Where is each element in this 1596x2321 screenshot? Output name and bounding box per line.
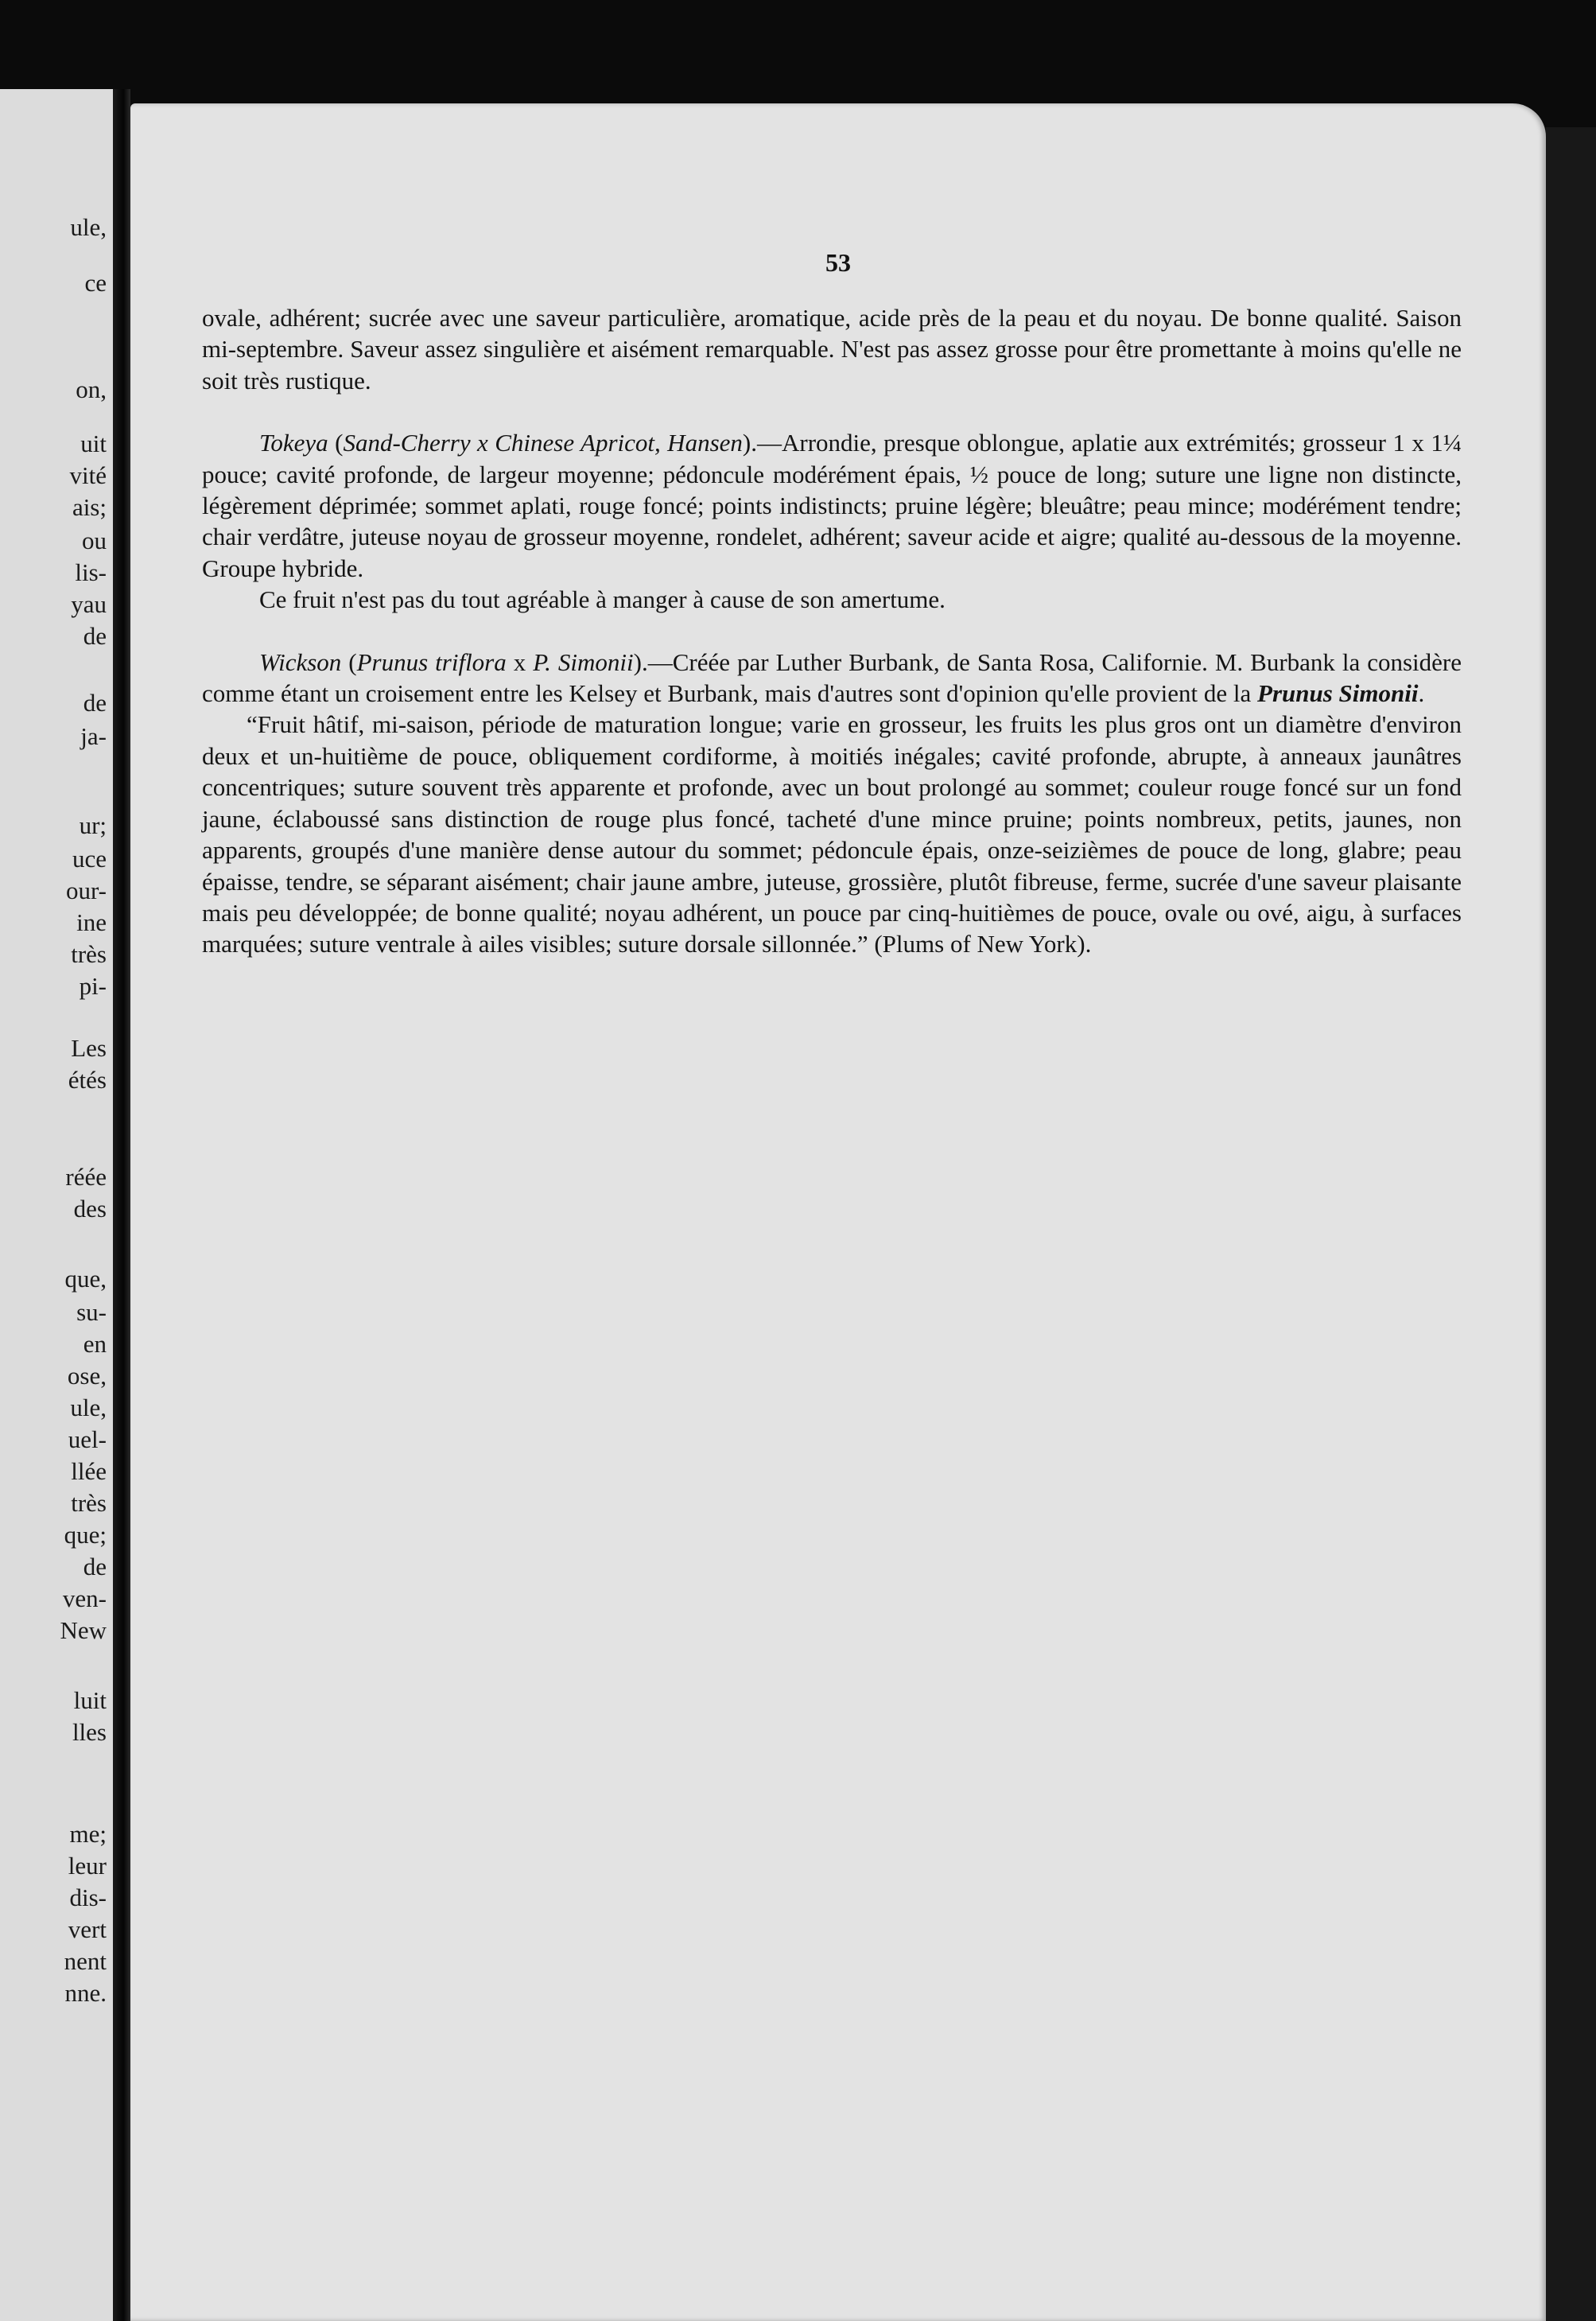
previous-page-fragment: llée xyxy=(71,1457,107,1485)
previous-page-fragment: pi- xyxy=(79,972,107,1000)
previous-page-fragment: vité xyxy=(69,461,107,489)
previous-page-fragment: lis- xyxy=(75,558,107,586)
previous-page-fragment: on, xyxy=(76,375,107,403)
variety-description: Arrondie, presque oblongue, aplatie aux extrémités; grosseur 1 x 1¼ pouce; cavité profonde, de largeur moyenne; pédoncule modérément épais, ½ pouce de long; suture une ligne non distincte, légèrement déprimée; sommet aplati, rouge foncé; points indistincts; pruine légère; bleuâtre; peau mince; modérément tendre; chair verdâtre, juteuse noyau de grosseur moyenne, rondelet, adhérent; saveur acide et aigre; qualité au-dessous de la moyenne. Groupe hybride. xyxy=(202,429,1462,582)
sentence-end: . xyxy=(1418,679,1425,708)
variety-cross-b: P. Simonii xyxy=(533,647,634,676)
variety-cross: Sand-Cherry x Chinese Apricot, Hansen xyxy=(343,429,743,457)
previous-page-fragment: de xyxy=(83,1553,107,1580)
previous-page-fragment: que, xyxy=(64,1265,107,1293)
previous-page-fragment: très xyxy=(71,940,107,968)
previous-page-fragment: ur; xyxy=(79,811,107,839)
previous-page-fragment: su- xyxy=(76,1298,107,1326)
paragraph-continuation: ovale, adhérent; sucrée avec une saveur particulière, aromatique, acide près de la peau et du noyau. De bonne qualité. Saison mi-septembre. Saveur assez singulière et aisément remarquable. N'est pas assez grosse pour être promettante à moins qu'elle ne soit très rustique. xyxy=(202,304,1462,395)
previous-page-fragment: ja- xyxy=(80,722,107,750)
previous-page-fragment: ce xyxy=(84,269,107,297)
paren-close: ).— xyxy=(742,429,782,457)
previous-page-fragment: des xyxy=(73,1195,107,1223)
previous-page-fragment: ule, xyxy=(70,1394,107,1421)
variety-cross-a: Prunus triflora xyxy=(356,647,507,676)
previous-page-fragment: nent xyxy=(64,1947,107,1975)
previous-page xyxy=(0,89,113,2321)
previous-page-fragment: uel- xyxy=(68,1425,107,1453)
previous-page-fragment: ven- xyxy=(62,1584,107,1612)
paragraph-quote: “Fruit hâtif, mi-saison, période de maturation longue; varie en grosseur, les fruits les plus gros ont un diamètre d'environ deux et un-huitième de pouce, obliquement cordiforme, à moitiés inégales; cavité profonde, abrupte, à anneaux jaunâtres concentriques; suture souvent très apparente et profonde, avec un bout prolongé au sommet; couleur rouge foncé sur un fond jaune, éclaboussé sans distinction de rouge plus foncé, tacheté d'une mince pruine; points nombreux, petits, jaunes, non apparents, groupés d'une manière dense autour du sommet; pédoncule épais, onze-seizièmes de pouce de long, glabre; peau épaisse, tendre, se séparant aisément; chair jaune ambre, juteuse, grossière, plutôt fibreuse, ferme, sucrée d'une saveur plaisante mais peu développée; de bonne qualité; noyau adhérent, un pouce par cinq-huitièmes de pouce, ovale ou ové, aigu, à surfaces marquées; suture ventrale à ailes visibles; suture dorsale sillonnée.” (Plums of New York). xyxy=(202,710,1462,958)
previous-page-fragment: ine xyxy=(76,908,107,936)
previous-page-fragment: ule, xyxy=(70,213,107,241)
paragraph-wickson xyxy=(202,647,1462,710)
page-body xyxy=(202,302,1462,960)
background-edge xyxy=(1546,127,1596,2321)
previous-page-fragment: Les xyxy=(71,1034,107,1062)
previous-page-fragment: New xyxy=(60,1616,107,1644)
page-number: 53 xyxy=(825,248,851,277)
previous-page-fragment: dis- xyxy=(69,1884,107,1911)
previous-page-fragment: de xyxy=(83,622,107,650)
previous-page-fragment: vert xyxy=(68,1915,107,1943)
cross-sign: x xyxy=(506,647,534,676)
previous-page-fragment: uit xyxy=(80,430,107,457)
previous-page-fragment: étés xyxy=(68,1066,107,1094)
previous-page-fragment: uce xyxy=(72,845,107,873)
previous-page-fragment: luit xyxy=(73,1686,107,1714)
previous-page-fragment: ou xyxy=(82,527,107,554)
paragraph-tokeya xyxy=(202,427,1462,584)
paragraph-bitterness-note: Ce fruit n'est pas du tout agréable à manger à cause de son amertume. xyxy=(259,585,946,614)
previous-page-fragment: en xyxy=(83,1330,107,1358)
previous-page-fragment: ais; xyxy=(72,493,107,521)
previous-page-fragment: ose, xyxy=(67,1362,107,1390)
previous-page-fragment: que; xyxy=(64,1521,107,1549)
previous-page-fragment: de xyxy=(83,689,107,717)
previous-page-fragment: yau xyxy=(71,590,107,618)
previous-page-fragment: nne. xyxy=(64,1979,107,2007)
previous-page-fragment: très xyxy=(71,1489,107,1517)
previous-page-fragment: me; xyxy=(69,1820,107,1848)
paren-open: ( xyxy=(335,429,344,457)
book-gutter xyxy=(113,89,130,2321)
paren-close: ).— xyxy=(633,647,673,676)
variety-name: Tokeya xyxy=(259,429,328,457)
variety-origin: Créée par Luther Burbank, de Santa Rosa, Californie. M. Burbank la considère comme étant un croisement entre les Kelsey et Burbank, mais d'autres sont d'opinion qu'elle provient de la xyxy=(202,647,1462,708)
paren-open: ( xyxy=(348,647,357,676)
previous-page-fragment: leur xyxy=(68,1852,107,1880)
variety-name: Wickson xyxy=(259,647,342,676)
book-page xyxy=(130,103,1546,2321)
previous-page-fragment: réée xyxy=(65,1163,107,1191)
previous-page-fragment: our- xyxy=(65,877,107,904)
species-name: Prunus Simonii xyxy=(1257,679,1419,708)
previous-page-fragment: lles xyxy=(72,1718,107,1746)
